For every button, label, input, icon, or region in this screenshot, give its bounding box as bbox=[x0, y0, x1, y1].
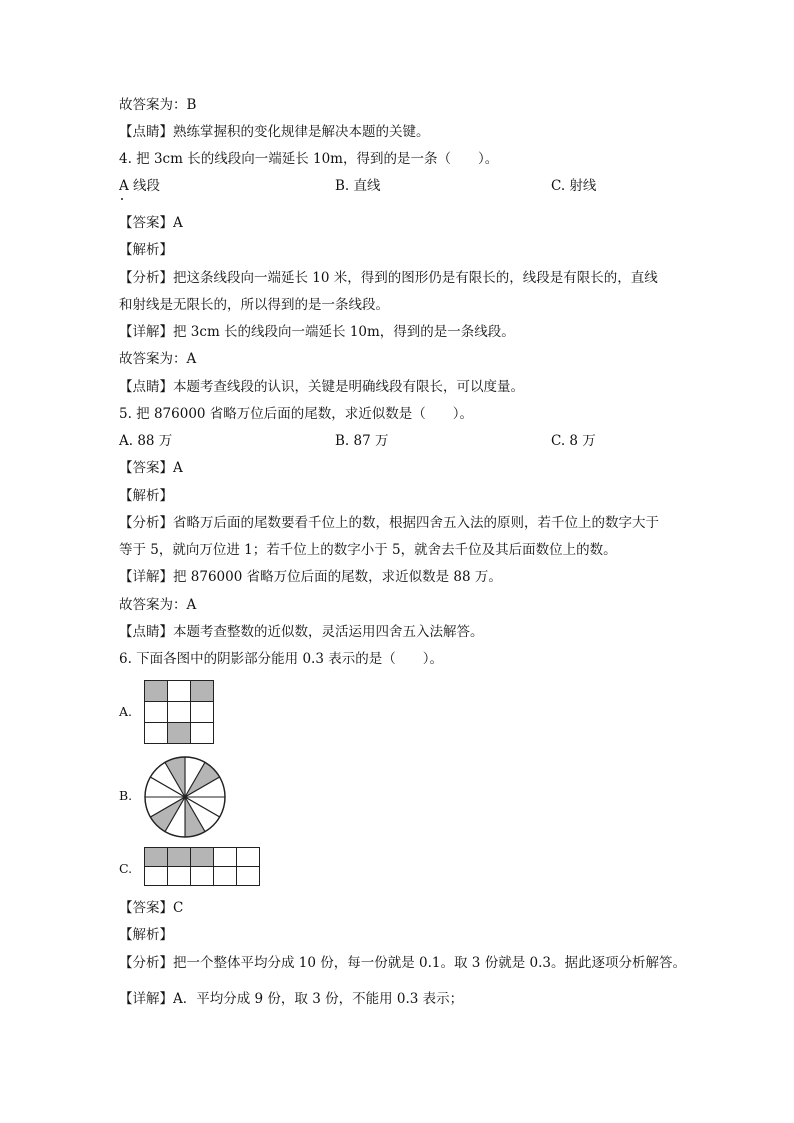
comment-line: 【点睛】本题考查线段的认识，关键是明确线段有限长，可以度量。 bbox=[119, 379, 524, 395]
figure-c-grid bbox=[144, 847, 260, 886]
detail-line: 【详解】A．平均分成 9 份，取 3 份，不能用 0.3 表示； bbox=[119, 991, 464, 1007]
analysis-heading: 【解析】 bbox=[119, 927, 173, 943]
analysis-line: 和射线是无限长的，所以得到的是一条线段。 bbox=[119, 297, 389, 313]
grid-cell bbox=[191, 723, 214, 744]
answer-line: 故答案为：A bbox=[119, 351, 197, 367]
grid-cell bbox=[168, 848, 191, 867]
question-5: 5. 把 876000 省略万位后面的尾数，求近似数是（ ）。 bbox=[119, 406, 474, 422]
grid-cell bbox=[145, 848, 168, 867]
analysis-line: 【分析】把这条线段向一端延长 10 米，得到的图形仍是有限长的，线段是有限长的，直线 bbox=[119, 270, 658, 286]
grid-cell bbox=[191, 848, 214, 867]
comment-line: 【点睛】本题考查整数的近似数，灵活运用四舍五入法解答。 bbox=[119, 624, 484, 640]
detail-line: 【详解】把 876000 省略万位后面的尾数，求近似数是 88 万。 bbox=[119, 569, 502, 585]
grid-cell bbox=[214, 867, 237, 886]
analysis-heading: 【解析】 bbox=[119, 242, 173, 258]
q4-option-c: C. 射线 bbox=[551, 178, 597, 194]
answer-line: 故答案为：B bbox=[119, 97, 197, 113]
q5-option-a: A. 88 万 bbox=[119, 433, 173, 449]
grid-cell bbox=[168, 702, 191, 723]
grid-cell bbox=[191, 702, 214, 723]
grid-cell bbox=[191, 681, 214, 702]
grid-cell bbox=[214, 848, 237, 867]
stray-dot bbox=[121, 198, 123, 200]
figure-b-label: B. bbox=[119, 788, 133, 803]
figure-a-grid bbox=[144, 680, 214, 744]
analysis-line: 【分析】把一个整体平均分成 10 份，每一份就是 0.1。取 3 份就是 0.3。据此逐项分析解答。 bbox=[119, 955, 686, 971]
q5-option-b: B. 87 万 bbox=[335, 433, 389, 449]
answer-tag: 【答案】C bbox=[119, 900, 184, 916]
grid-cell bbox=[168, 723, 191, 744]
grid-cell bbox=[145, 681, 168, 702]
q5-option-c: C. 8 万 bbox=[551, 433, 596, 449]
question-6: 6. 下面各图中的阴影部分能用 0.3 表示的是（ ）。 bbox=[119, 651, 443, 667]
figure-a-label: A. bbox=[119, 704, 133, 719]
grid-cell bbox=[237, 867, 260, 886]
question-4: 4. 把 3cm 长的线段向一端延长 10m，得到的是一条（ ）。 bbox=[119, 151, 499, 167]
grid-cell bbox=[145, 867, 168, 886]
q4-option-b: B. 直线 bbox=[335, 178, 381, 194]
comment-line: 【点睛】熟练掌握积的变化规律是解决本题的关键。 bbox=[119, 124, 430, 140]
answer-tag: 【答案】A bbox=[119, 215, 183, 231]
detail-line: 【详解】把 3cm 长的线段向一端延长 10m，得到的是一条线段。 bbox=[119, 324, 515, 340]
grid-cell bbox=[145, 723, 168, 744]
grid-cell bbox=[237, 848, 260, 867]
answer-line: 故答案为：A bbox=[119, 597, 197, 613]
figure-c-label: C. bbox=[119, 861, 133, 876]
analysis-line: 等于 5，就向万位进 1；若千位上的数字小于 5，就舍去千位及其后面数位上的数。 bbox=[119, 542, 617, 558]
figure-b-circle bbox=[142, 754, 228, 840]
q4-option-a: A 线段 bbox=[119, 178, 161, 194]
grid-cell bbox=[168, 867, 191, 886]
grid-cell bbox=[191, 867, 214, 886]
grid-cell bbox=[145, 702, 168, 723]
analysis-line: 【分析】省略万后面的尾数要看千位上的数，根据四舍五入法的原则，若千位上的数字大于 bbox=[119, 515, 659, 531]
answer-tag: 【答案】A bbox=[119, 460, 183, 476]
analysis-heading: 【解析】 bbox=[119, 488, 173, 504]
grid-cell bbox=[168, 681, 191, 702]
